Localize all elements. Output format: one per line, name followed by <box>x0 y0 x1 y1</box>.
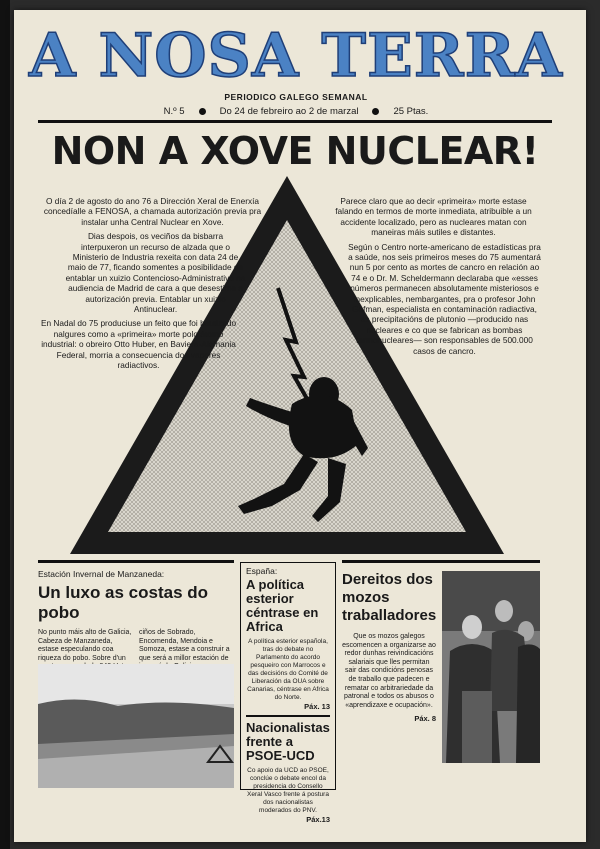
masthead-info <box>26 106 566 117</box>
story-kicker: España: <box>246 566 278 576</box>
lead-paragraph: O día 2 de agosto do ano 76 a Dirección Xeral de Enerxía concedíalle a FENOSA, a chamada autorización previa pra instalar unha Central Nuclear en Xove. <box>43 196 262 227</box>
lead-paragraph: Según o Centro norte-americano de estadísticas pra a saúde, nos seis primeiros meses do 75 aumentará nun 5 por cento as mortes de cancro en relación ao 74 e o Dr. M. Scheldermann declaraba que «esses números permanecen absolutamente misteriosos e inexplicables, nembargantes, pra o profesor John Gofman, especialista en contaminación radiactiva, as precipitacións de plutonio —producido nas nucleares e co que se fabrican as bombas termonucleares— son responsables de 500.000 casos de cancro. <box>348 241 541 356</box>
lead-paragraph: En Nadal do 75 produciuse un feito que foi bautizado nalgures como a «primeira» morte polo átomo industrial: o obreiro Otto Huber, en Baviera-Alemania Federal, morria a consecuencia dos vapores radiactivos. <box>40 318 237 371</box>
issue-number: N.º 5 <box>163 106 185 117</box>
story-politics-box <box>240 562 336 824</box>
section-rule <box>38 560 234 563</box>
story-title: Un luxo as costas do pobo <box>38 583 209 622</box>
masthead-title: A NOSA TERRA <box>29 21 563 91</box>
young-workers-photo <box>442 571 540 763</box>
page-reference: Páx.13 <box>306 815 330 824</box>
section-rule <box>342 560 540 563</box>
story-manzaneda <box>38 560 234 700</box>
story-body: No punto máis alto de Galicia, Cabeza de Manzaneda, estase especulando coa riqueza do pobo. Sobre d'un <box>38 629 132 662</box>
lead-left-column <box>40 196 265 375</box>
story-title: A política esterior céntrase en Africa <box>246 577 319 634</box>
lead-paragraph: Parece claro que ao decir «primeira» morte estase falando en termos de morte inmediata, atribuible a un accidente localizado, pero as nucleares matan con maneiras máis sutiles e distantes. <box>335 196 532 238</box>
story-body: A política esterior española, tras do debate no Parlamento do acordo pesqueiro con Marrocos e das decisións do Comité de Liberación da OUA sobre Canarias, céntrase en Africa do Norte. <box>247 638 329 701</box>
lead-right-column <box>326 196 541 360</box>
ski-resort-photo <box>38 664 234 788</box>
story-body: Que os mozos galegos escomencen a organizarse ao redor dunhas reivindicacións salariais que lles permitan sair das condicións penosas de traballo que padecen e rematar co arbitrariedade da patronal e todos os abusos o «aprendizaxe e ocupación». <box>342 633 436 709</box>
story-youth-workers <box>342 560 540 763</box>
lead-paragraph: Dias despois, os veciños da bisbarra interpuxeron un recurso de alzada que o Ministerio de Industria rexeita con data 24 de maio de 77, ficando somentes a posibilidade de entablar un xuizio Contencioso-Administrativo na audiencia de Madrid de cara a que desestime a autorización previa. Entablar un xuizio Antinuclear. <box>65 231 246 315</box>
story-title: Dereitos dos mozos traballadores <box>342 571 437 624</box>
issue-dates: Do 24 de febreiro ao 2 de marzal <box>219 106 359 117</box>
story-body: ciños de Sobrado, Encomenda, Mendoia e Somoza, estase a construir a que será a millor estación de <box>139 629 230 662</box>
story-title: Nacionalistas frente a PSOE-UCD <box>246 720 330 763</box>
bullet-icon <box>199 108 206 115</box>
page-reference: Páx. 13 <box>304 702 330 711</box>
story-kicker: Estación Invernal de Manzaneda: <box>38 569 165 579</box>
top-rule <box>38 120 552 123</box>
masthead-subtitle: PERIODICO GALEGO SEMANAL <box>224 92 368 102</box>
story-body: Co apoio da UCD ao PSOE, conclúe o debate encol da presidencia do Consello Xeral Vasco frente á postura dos nacionalistas moderados do PNV. <box>247 767 329 814</box>
divider <box>246 715 330 717</box>
binding-edge <box>0 0 10 849</box>
main-headline: NON A XOVE NUCLEAR! <box>51 129 539 173</box>
issue-price: 25 Ptas. <box>393 106 429 117</box>
masthead <box>26 22 566 122</box>
page-reference: Páx. 8 <box>414 714 436 724</box>
bullet-icon <box>372 108 379 115</box>
